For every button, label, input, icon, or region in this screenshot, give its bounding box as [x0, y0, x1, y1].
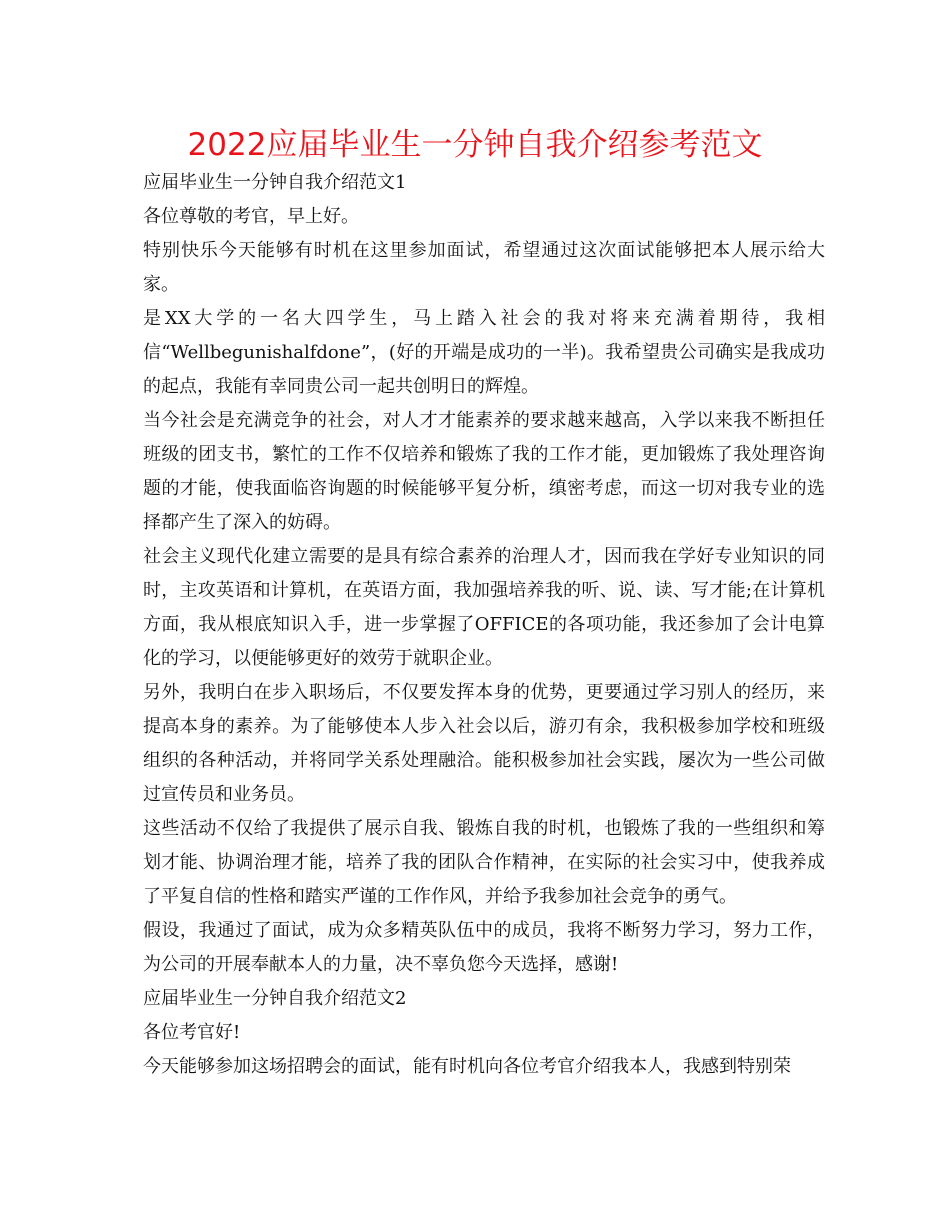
document-title: 2022应届毕业生一分钟自我介绍参考范文 — [187, 127, 763, 163]
paragraph: 当今社会是充满竞争的社会，对人才才能素养的要求越来越高，入学以来我不断担任班级的团支书，繁忙的工作不仅培养和锻炼了我的工作才能，更加锻炼了我处理咨询题的才能，使我面临咨询题的时候能够平复分析，缜密考虑，而这一切对我专业的选择都产生了深入的妨碍。 — [143, 410, 825, 533]
document-body — [143, 166, 825, 1084]
paragraph: 特别快乐今天能够有时机在这里参加面试，希望通过这次面试能够把本人展示给大家。 — [143, 240, 825, 295]
paragraph: 假设，我通过了面试，成为众多精英队伍中的成员，我将不断努力学习，努力工作，为公司的开展奉献本人的力量，决不辜负您今天选择，感谢! — [143, 920, 825, 975]
paragraph: 今天能够参加这场招聘会的面试，能有时机向各位考官介绍我本人，我感到特别荣 — [143, 1056, 791, 1077]
paragraph: 这些活动不仅给了我提供了展示自我、锻炼自我的时机，也锻炼了我的一些组织和筹划才能、协调治理才能，培养了我的团队合作精神，在实际的社会实习中，使我养成了平复自信的性格和踏实严谨的工作作风，并给予我参加社会竞争的勇气。 — [143, 818, 825, 907]
paragraph-greeting-2: 各位考官好! — [143, 1022, 241, 1043]
paragraph: 社会主义现代化建立需要的是具有综合素养的治理人才，因而我在学好专业知识的同时，主攻英语和计算机，在英语方面，我加强培养我的听、说、读、写才能;在计算机方面，我从根底知识入手，进一步掌握了OFFICE的各项功能，我还参加了会计电算化的学习，以便能够更好的效劳于就职企业。 — [143, 546, 825, 669]
section-heading-1: 应届毕业生一分钟自我介绍范文1 — [143, 172, 407, 193]
paragraph: 另外，我明白在步入职场后，不仅要发挥本身的优势，更要通过学习别人的经历，来提高本身的素养。为了能够使本人步入社会以后，游刃有余，我积极参加学校和班级组织的各种活动，并将同学关系处理融洽。能积极参加社会实践，屡次为一些公司做过宣传员和业务员。 — [143, 682, 825, 805]
paragraph-greeting-1: 各位尊敬的考官，早上好。 — [143, 206, 359, 227]
paragraph: 是XX大学的一名大四学生，马上踏入社会的我对将来充满着期待，我相信“Wellbegunishalfdone”，(好的开端是成功的一半)。我希望贵公司确实是我成功的起点，我能有幸同贵公司一起共创明日的辉煌。 — [143, 308, 825, 397]
section-heading-2: 应届毕业生一分钟自我介绍范文2 — [143, 988, 407, 1009]
